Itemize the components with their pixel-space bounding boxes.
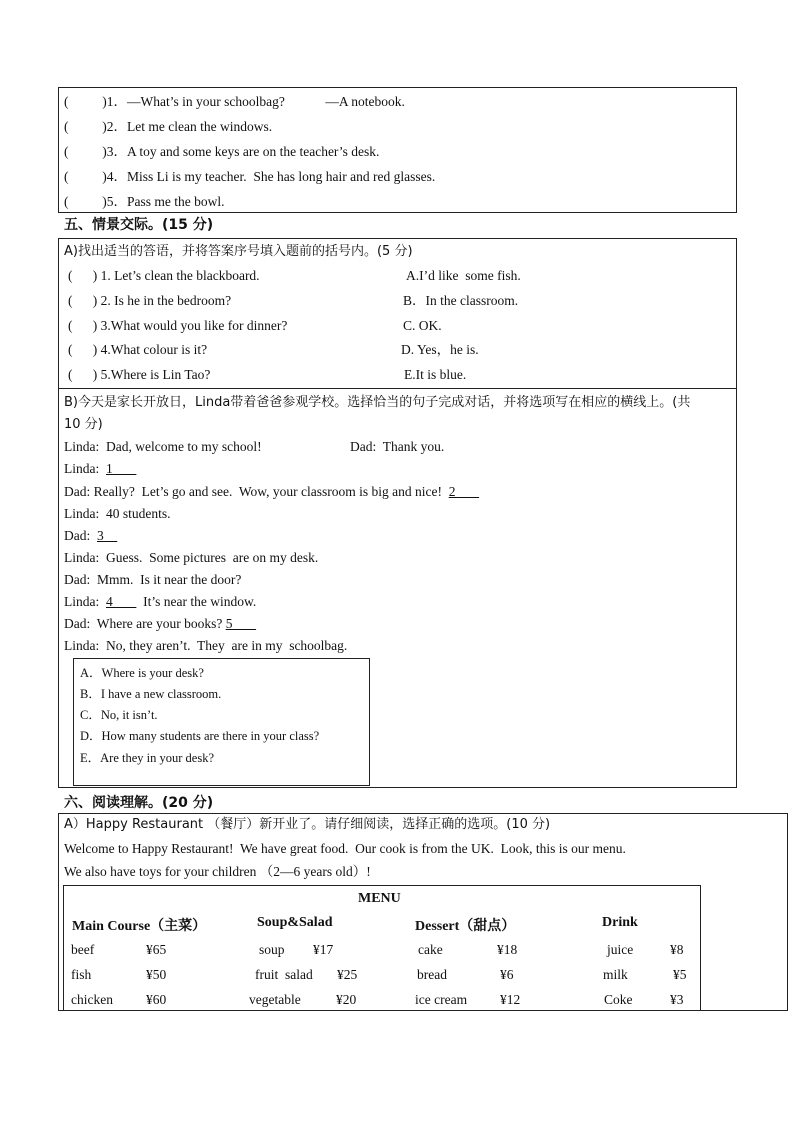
- dialog-line-4: Linda: 40 students.: [64, 506, 171, 521]
- menu-price: ¥3: [670, 992, 684, 1007]
- part6-paragraph-1: Welcome to Happy Restaurant! We have great food. Our cook is from the UK. Look, this is our menu.: [64, 841, 626, 856]
- menu-header-dessert: Dessert（甜点）: [415, 919, 516, 934]
- dialog-line-10: Linda: No, they aren’t. They are in my schoolbag.: [64, 638, 348, 653]
- menu-price: ¥25: [337, 967, 358, 982]
- menu-header-soup-salad: Soup&Salad: [257, 915, 333, 930]
- blank-2[interactable]: 2: [448, 484, 480, 499]
- part5-a-answer-B: B．In the classroom.: [403, 293, 519, 308]
- dialog-line-7: Dad: Mmm. Is it near the door?: [64, 572, 242, 587]
- menu-item: ice cream: [415, 992, 468, 1007]
- option-E: E．Are they in your desk?: [80, 751, 214, 765]
- menu-price: ¥12: [500, 992, 521, 1007]
- dialog-line-6: Linda: Guess. Some pictures are on my desk.: [64, 550, 319, 565]
- menu-item: milk: [603, 967, 628, 982]
- dialog-line-1a: Linda: Dad, welcome to my school!: [64, 439, 262, 454]
- menu-price: ¥60: [146, 992, 167, 1007]
- part4-item-4: ( )4．Miss Li is my teacher. She has long hair and red glasses.: [64, 169, 436, 184]
- blank-1[interactable]: 1: [106, 461, 137, 476]
- menu-price: ¥17: [313, 942, 334, 957]
- part5-a-question-5: ( ) 5.Where is Lin Tao?: [68, 367, 211, 382]
- menu-title: MENU: [358, 891, 401, 906]
- menu-item: fruit salad: [255, 967, 313, 982]
- section-5-title: 五、情景交际。(15 分): [64, 217, 214, 233]
- blank-4[interactable]: 4: [106, 594, 137, 609]
- part4-item-3: ( )3．A toy and some keys are on the teacher’s desk.: [64, 144, 380, 159]
- part4-item-1: ( )1．—What’s in your schoolbag? —A notebook.: [64, 94, 405, 109]
- option-C: C．No, it isn’t.: [80, 708, 158, 722]
- menu-price: ¥8: [670, 942, 684, 957]
- menu-item: fish: [71, 967, 92, 982]
- menu-item: chicken: [71, 992, 113, 1007]
- option-B: B．I have a new classroom.: [80, 687, 222, 701]
- part5-a-question-1: ( ) 1. Let’s clean the blackboard.: [68, 268, 260, 283]
- dialog-line-1b: Dad: Thank you.: [350, 439, 445, 454]
- menu-price: ¥6: [500, 967, 514, 982]
- dialog-line-2: Linda: 1: [64, 461, 137, 476]
- menu-item: Coke: [604, 992, 633, 1007]
- part6-paragraph-2: We also have toys for your children （2—6 years old）!: [64, 864, 371, 879]
- part5-divider: [58, 388, 737, 389]
- blank-5[interactable]: 5: [225, 616, 257, 631]
- menu-price: ¥20: [336, 992, 357, 1007]
- part5-a-answer-A: A.I’d like some fish.: [406, 268, 521, 283]
- menu-price: ¥18: [497, 942, 518, 957]
- part6-a-instruction: A）Happy Restaurant （餐厅）新开业了。请仔细阅读，选择正确的选项。(10 分): [64, 817, 551, 832]
- menu-header-drink: Drink: [602, 915, 638, 930]
- dialog-line-3: Dad: Really? Let’s go and see. Wow, your classroom is big and nice! 2: [64, 484, 480, 499]
- part5-a-instruction: A)找出适当的答语，并将答案序号填入题前的括号内。(5 分): [64, 244, 413, 259]
- part5-a-answer-C: C. OK.: [403, 318, 442, 333]
- dialog-line-9: Dad: Where are your books? 5: [64, 616, 257, 631]
- menu-item: soup: [259, 942, 285, 957]
- menu-price: ¥65: [146, 942, 167, 957]
- section-6-title: 六、阅读理解。(20 分): [64, 795, 214, 811]
- menu-item: cake: [418, 942, 443, 957]
- part5-a-answer-E: E.It is blue.: [404, 367, 467, 382]
- part5-a-answer-D: D. Yes，he is.: [401, 342, 479, 357]
- menu-item: vegetable: [249, 992, 301, 1007]
- menu-item: bread: [417, 967, 447, 982]
- blank-3[interactable]: 3: [97, 528, 118, 543]
- part5-b-instruction-cont: 10 分): [64, 417, 103, 432]
- dialog-line-5: Dad: 3: [64, 528, 118, 543]
- part5-a-question-3: ( ) 3.What would you like for dinner?: [68, 318, 288, 333]
- part5-b-instruction: B)今天是家长开放日，Linda带着爸爸参观学校。选择恰当的句子完成对话，并将选项写在相应的横线上。(共: [64, 395, 691, 410]
- part4-item-2: ( )2．Let me clean the windows.: [64, 119, 273, 134]
- part4-item-5: ( )5．Pass me the bowl.: [64, 194, 225, 209]
- option-A: A．Where is your desk?: [80, 666, 204, 680]
- menu-header-main-course: Main Course（主菜）: [72, 919, 207, 934]
- menu-price: ¥5: [673, 967, 687, 982]
- menu-item: juice: [607, 942, 634, 957]
- part5-a-question-4: ( ) 4.What colour is it?: [68, 342, 208, 357]
- menu-item: beef: [71, 942, 95, 957]
- part5-a-question-2: ( ) 2. Is he in the bedroom?: [68, 293, 232, 308]
- menu-price: ¥50: [146, 967, 167, 982]
- dialog-line-8: Linda: 4 It’s near the window.: [64, 594, 257, 609]
- option-D: D．How many students are there in your class?: [80, 729, 320, 743]
